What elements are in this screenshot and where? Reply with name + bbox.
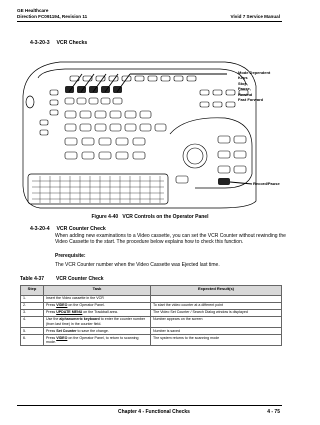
- table-row: [21, 302, 282, 309]
- vcr-counter-check-table: [20, 285, 282, 346]
- key-name: alphanumeric keyboard: [59, 317, 100, 322]
- column-header-step: Step: [21, 286, 44, 296]
- key-name: VIDEO: [56, 303, 68, 308]
- result-cell: Number is saved: [151, 328, 282, 335]
- prerequisite-text: The VCR Counter number when the Video Cassette was Ejected last time.: [55, 262, 220, 268]
- callout-line: Keys: [238, 75, 248, 81]
- table-number: Table 4-37: [20, 276, 45, 282]
- step-cell: 2.: [21, 302, 44, 309]
- task-text: to enter the counter number (from last time) in the counter field.: [46, 317, 146, 326]
- step-cell: 1.: [21, 295, 44, 302]
- task-cell: [44, 316, 151, 327]
- task-cell: [44, 302, 151, 309]
- intro-paragraph: When adding new examinations to a Video cassette, you can set the VCR Counter without rewinding the Video Cassette to the start. The procedure below explains how to check this function.: [55, 233, 286, 246]
- task-text: Press: [46, 310, 57, 315]
- table-caption: [20, 276, 104, 282]
- task-text: on the Operator Panel, to return to scanning mode.: [46, 335, 139, 345]
- task-cell: [44, 328, 151, 335]
- task-text: on the Operator Panel.: [67, 303, 105, 308]
- table-header-row: [21, 286, 282, 296]
- callout-record-pause: Record/Pause: [253, 181, 280, 186]
- section-title: VCR Checks: [56, 40, 88, 46]
- header-rule: [17, 21, 282, 22]
- task-text: to save the change.: [76, 328, 109, 333]
- step-cell: 4.: [21, 316, 44, 327]
- document-direction: Direction FC091194, Revision 11: [17, 13, 88, 19]
- figure-caption: [0, 214, 300, 220]
- step-cell: 6.: [21, 335, 44, 346]
- step-cell: 5.: [21, 328, 44, 335]
- key-name: UPDATE MENU: [56, 310, 83, 315]
- table-row: [21, 295, 282, 302]
- task-text: Press: [46, 303, 57, 308]
- callout-line: Rewind: [238, 91, 253, 97]
- running-header: [17, 8, 87, 19]
- section-number: 4-3-20-4: [30, 226, 50, 232]
- footer-page-number: 4 - 75: [267, 409, 280, 415]
- task-text: Use the: [46, 317, 60, 322]
- step-cell: 3.: [21, 309, 44, 316]
- column-header-task: Task: [44, 286, 151, 296]
- callout-line: Stop,: [238, 80, 248, 86]
- task-text: Press: [46, 328, 57, 333]
- result-cell: The system returns to the scanning mode: [151, 335, 282, 346]
- task-cell: [44, 335, 151, 346]
- alphanumeric-keyboard: [32, 176, 164, 203]
- key-name: VIDEO: [56, 335, 68, 340]
- callout-line: Fast Forward: [238, 97, 264, 103]
- callout-line: Mode Dependent: [238, 70, 271, 75]
- task-cell: [44, 309, 151, 316]
- result-cell: Number appears on the screen: [151, 316, 282, 327]
- section-heading-vcr-checks: [30, 40, 87, 46]
- result-cell: To start the video counter at a different point: [151, 302, 282, 309]
- task-text: on the Trackball area.: [82, 310, 118, 315]
- figure-title: VCR Controls on the Operator Panel: [122, 214, 209, 220]
- callout-line: Pause,: [238, 86, 251, 92]
- table-row: [21, 328, 282, 335]
- key-name: Set Counter: [56, 328, 77, 333]
- task-text: Insert the Video cassette in the VCR: [46, 296, 104, 301]
- result-cell: [151, 295, 282, 302]
- record-pause-key: [218, 178, 230, 185]
- result-cell: The Video Set Counter / Search Dialog window is displayed: [151, 309, 282, 316]
- table-title: VCR Counter Check: [56, 276, 104, 282]
- footer-chapter: Chapter 4 - Functional Checks: [118, 409, 190, 415]
- footer-rule: [17, 405, 282, 406]
- manual-title: Vivid 7 Service Manual: [230, 14, 280, 19]
- section-number: 4-3-20-3: [30, 40, 50, 46]
- task-cell: [44, 295, 151, 302]
- table-row: [21, 316, 282, 327]
- task-text: Press: [46, 335, 57, 340]
- section-heading-vcr-counter-check: [30, 226, 106, 232]
- prerequisite-heading: Prerequisite:: [55, 253, 86, 259]
- figure-number: Figure 4-40: [91, 214, 119, 220]
- callout-mode-dependent-keys: [238, 70, 270, 102]
- column-header-expected-results: Expected Result(s): [151, 286, 282, 296]
- company-name: GE Healthcare: [17, 8, 49, 13]
- section-title: VCR Counter Check: [56, 226, 106, 232]
- table-row: [21, 335, 282, 346]
- table-row: [21, 309, 282, 316]
